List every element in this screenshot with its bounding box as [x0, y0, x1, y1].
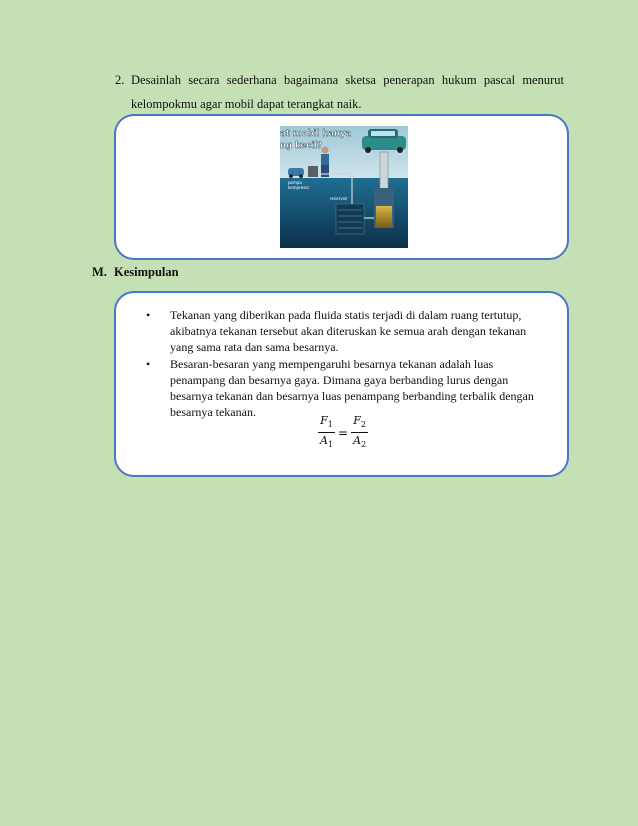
bullet-icon: • [146, 308, 151, 322]
fraction-right: $\frac{F_2}{A_2}$ [353, 414, 367, 450]
question-text-line1: Desainlah secara sederhana bagaimana sketsa penerapan hukum pascal menurut [131, 73, 564, 87]
answer-box [114, 114, 569, 260]
question-number: 2. [115, 73, 125, 87]
conclusion-item-text: Besaran-besaran yang mempengaruhi besarnya tekanan adalah luas penampang dan besarnya gaya. Dimana gaya berbanding lurus dengan besarnya tekanan dan besarnya luas penampang berbanding terbalik dengan besarnya tekanan. [170, 357, 534, 419]
conclusion-item-text: Tekanan yang diberikan pada fluida statis terjadi di dalam ruang tertutup, akibatnya tekanan tersebut akan diteruskan ke semua arah dengan tekanan yang sama rata dan sama besarnya. [170, 308, 527, 354]
illustration-caption-line2: ng kecil? [280, 141, 323, 151]
equals-sign: = [338, 426, 349, 441]
illustration-caption-line1: at mobil hanya [280, 129, 352, 139]
section-heading [92, 265, 179, 280]
hydraulic-lift-illustration [280, 126, 408, 248]
label-compressor: kompresor [288, 185, 310, 190]
section-title: Kesimpulan [114, 265, 179, 279]
list-item [146, 356, 551, 420]
section-number: M. [92, 265, 107, 279]
conclusion-list [146, 307, 551, 421]
label-pump: pompa [288, 180, 302, 185]
pascal-formula [318, 414, 368, 452]
conclusion-box [114, 291, 569, 477]
bullet-icon: • [146, 357, 151, 371]
list-item [146, 307, 551, 355]
label-reservoir: reservoir [330, 196, 348, 201]
fraction-left: $\frac{F_1}{A_1}$ [320, 414, 334, 450]
question-text-line2: kelompokmu agar mobil dapat terangkat naik. [131, 97, 362, 111]
